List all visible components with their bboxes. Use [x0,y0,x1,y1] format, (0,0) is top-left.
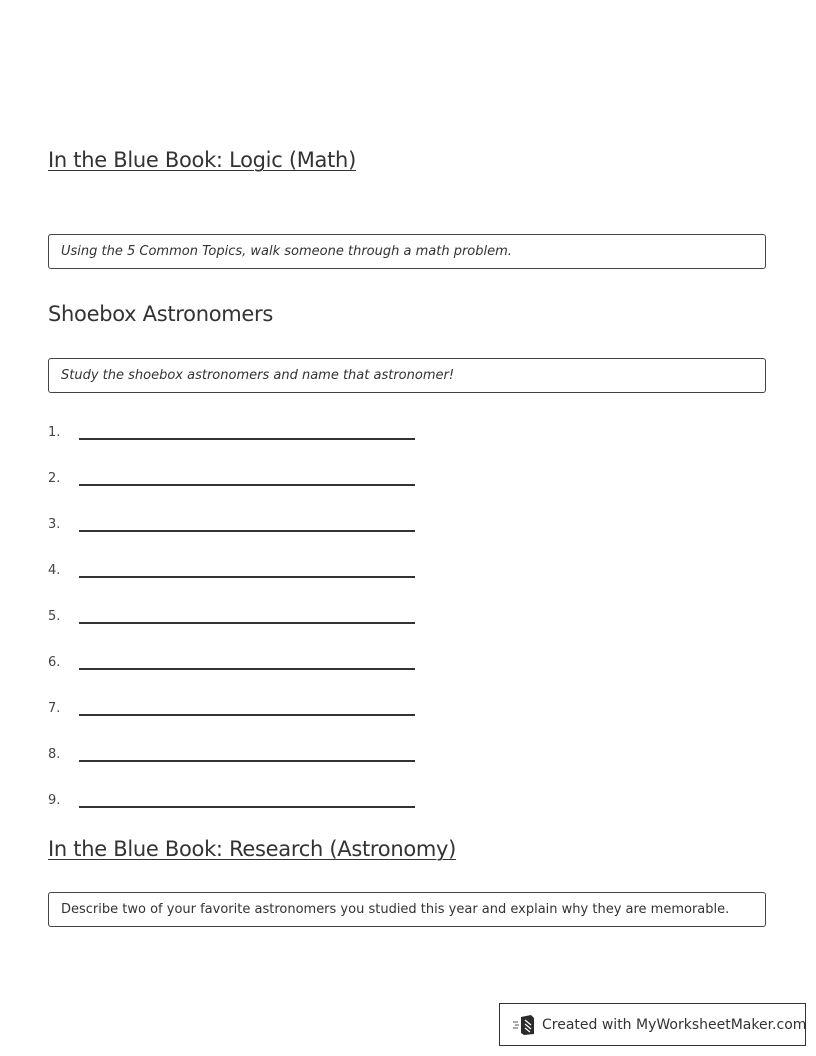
blank-line [79,668,415,670]
answer-number: 5. [48,609,61,624]
answer-number: 6. [48,655,61,670]
answer-line-2[interactable] [48,471,418,491]
blank-line [79,438,415,440]
answer-line-4[interactable] [48,563,418,583]
instruction-box-logic-math: Using the 5 Common Topics, walk someone through a math problem. [48,234,766,269]
blank-line [79,714,415,716]
blank-line [79,622,415,624]
blank-line [79,760,415,762]
instruction-box-research-astronomy: Describe two of your favorite astronomers you studied this year and explain why they are memorable. [48,892,766,927]
answer-number: 3. [48,517,61,532]
answer-line-5[interactable] [48,609,418,629]
instruction-box-shoebox-astronomers: Study the shoebox astronomers and name that astronomer! [48,358,766,393]
blank-line [79,806,415,808]
answer-line-7[interactable] [48,701,418,721]
blank-line [79,576,415,578]
answer-number: 2. [48,471,61,486]
answer-line-9[interactable] [48,793,418,813]
answer-number: 7. [48,701,61,716]
blank-line [79,530,415,532]
answer-line-1[interactable] [48,425,418,445]
answer-line-6[interactable] [48,655,418,675]
section-heading-logic-math: In the Blue Book: Logic (Math) [48,148,356,172]
answer-line-8[interactable] [48,747,418,767]
section-heading-shoebox-astronomers: Shoebox Astronomers [48,302,274,326]
answer-number: 9. [48,793,61,808]
worksheet-logo-icon [512,1014,536,1036]
answer-number: 8. [48,747,61,762]
answer-number: 1. [48,425,61,440]
footer-text: Created with MyWorksheetMaker.com [542,1016,807,1033]
footer-credit[interactable] [499,1003,806,1046]
section-heading-research-astronomy: In the Blue Book: Research (Astronomy) [48,837,457,861]
blank-line [79,484,415,486]
answer-line-3[interactable] [48,517,418,537]
answer-number: 4. [48,563,61,578]
